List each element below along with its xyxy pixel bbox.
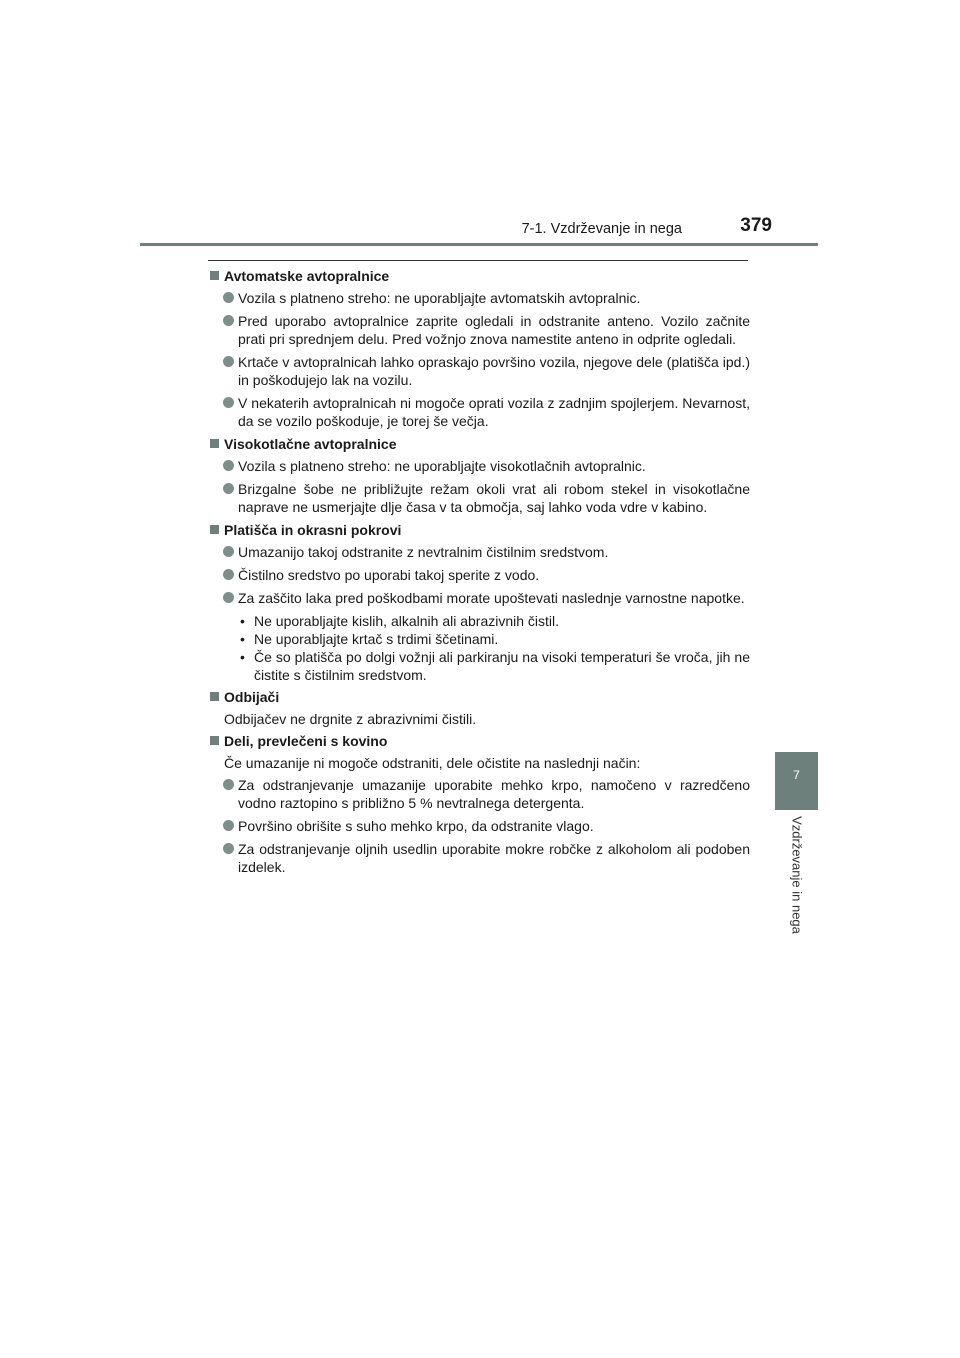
square-bullet-icon xyxy=(210,439,219,448)
list-item xyxy=(210,840,750,876)
circle-bullet-icon xyxy=(223,546,234,557)
section-heading-text: Deli, prevlečeni s kovino xyxy=(224,733,388,749)
chapter-side-label: Vzdrževanje in nega xyxy=(789,816,805,934)
circle-bullet-icon xyxy=(223,779,234,790)
section-heading-text: Odbijači xyxy=(224,689,280,705)
list-item-text: Za odstranjevanje oljnih usedlin uporabite mokre robčke z alkoholom ali podoben izdelek. xyxy=(238,841,750,875)
circle-bullet-icon xyxy=(223,820,234,831)
section-heading-text: Platišča in okrasni pokrovi xyxy=(224,522,402,538)
sub-list-item xyxy=(238,630,750,648)
list-item-text: Površino obrišite s suho mehko krpo, da odstranite vlago. xyxy=(238,818,594,834)
circle-bullet-icon xyxy=(223,592,234,603)
circle-bullet-icon xyxy=(223,356,234,367)
list-item-text: Za zaščito laka pred poškodbami morate upoštevati naslednje varnostne napotke. xyxy=(238,590,745,606)
square-bullet-icon xyxy=(210,271,219,280)
circle-bullet-icon xyxy=(223,569,234,580)
sub-list-item-text: Ne uporabljajte krtač s trdimi ščetinami. xyxy=(254,631,499,647)
chapter-tab-number: 7 xyxy=(793,768,800,782)
section-heading xyxy=(210,435,750,453)
circle-bullet-icon xyxy=(223,460,234,471)
paragraph: Če umazanije ni mogoče odstraniti, dele očistite na naslednji način: xyxy=(224,755,641,771)
header-section-title: 7-1. Vzdrževanje in nega xyxy=(521,221,682,237)
circle-bullet-icon xyxy=(223,315,234,326)
paragraph: Odbijačev ne drgnite z abrazivnimi čistili. xyxy=(224,711,477,727)
list-item-text: Umazanijo takoj odstranite z nevtralnim čistilnim sredstvom. xyxy=(238,544,609,560)
sub-list-item xyxy=(238,648,750,684)
sub-bullet-glyph: • xyxy=(240,649,245,665)
square-bullet-icon xyxy=(210,525,219,534)
header-rule xyxy=(140,243,818,246)
sub-bullet-glyph: • xyxy=(240,631,245,647)
list-item xyxy=(210,543,750,561)
list-item-text: Brizgalne šobe ne približujte režam okoli vrat ali robom stekel in visokotlačne naprave ne usmerjajte dlje časa v ta območja, saj lahko voda vdre v kabino. xyxy=(238,481,750,515)
sub-list-item-text: Ne uporabljajte kislih, alkalnih ali abrazivnih čistil. xyxy=(254,613,560,629)
sub-list-item xyxy=(238,612,750,630)
list-item-text: V nekaterih avtopralnicah ni mogoče oprati vozila z zadnjim spojlerjem. Nevarnost, da se vozilo poškoduje, je torej še večja. xyxy=(238,395,750,429)
circle-bullet-icon xyxy=(223,843,234,854)
circle-bullet-icon xyxy=(223,483,234,494)
list-item xyxy=(210,457,750,475)
list-item-text: Čistilno sredstvo po uporabi takoj sperite z vodo. xyxy=(238,567,540,583)
list-item xyxy=(210,353,750,389)
list-item xyxy=(210,566,750,584)
page-number: 379 xyxy=(740,215,772,236)
square-bullet-icon xyxy=(210,692,219,701)
sub-list-item-text: Če so platišča po dolgi vožnji ali parkiranju na visoki temperaturi še vroča, jih ne čistite s čistilnim sredstvom. xyxy=(254,649,750,683)
list-item-text: Vozila s platneno streho: ne uporabljajte visokotlačnih avtopralnic. xyxy=(238,458,646,474)
content-top-rule xyxy=(208,260,748,261)
list-item xyxy=(210,480,750,516)
list-item xyxy=(210,394,750,430)
section-heading xyxy=(210,267,750,285)
list-item-text: Vozila s platneno streho: ne uporabljajte avtomatskih avtopralnic. xyxy=(238,290,641,306)
chapter-tab xyxy=(775,752,818,810)
list-item xyxy=(210,776,750,812)
section-heading-text: Avtomatske avtopralnice xyxy=(224,268,390,284)
circle-bullet-icon xyxy=(223,397,234,408)
list-item xyxy=(210,589,750,607)
section-heading xyxy=(210,688,750,706)
list-item xyxy=(210,289,750,307)
section-heading xyxy=(210,732,750,750)
list-item xyxy=(210,312,750,348)
list-item-text: Za odstranjevanje umazanije uporabite mehko krpo, namočeno v razredčeno vodno raztopino s približno 5 % nevtralnega detergenta. xyxy=(238,777,750,811)
square-bullet-icon xyxy=(210,736,219,745)
sub-bullet-glyph: • xyxy=(240,613,245,629)
sub-list xyxy=(210,612,750,684)
circle-bullet-icon xyxy=(223,292,234,303)
list-item-text: Pred uporabo avtopralnice zaprite ogledali in odstranite anteno. Vozilo začnite prati pri sprednjem delu. Pred vožnjo znova namestite anteno in odprite ogledali. xyxy=(238,313,750,347)
list-item-text: Krtače v avtopralnicah lahko opraskajo površino vozila, njegove dele (platišča ipd.) in poškodujejo lak na vozilu. xyxy=(238,354,750,388)
list-item xyxy=(210,817,750,835)
section-heading-text: Visokotlačne avtopralnice xyxy=(224,436,397,452)
page-content xyxy=(210,267,750,881)
section-heading xyxy=(210,521,750,539)
